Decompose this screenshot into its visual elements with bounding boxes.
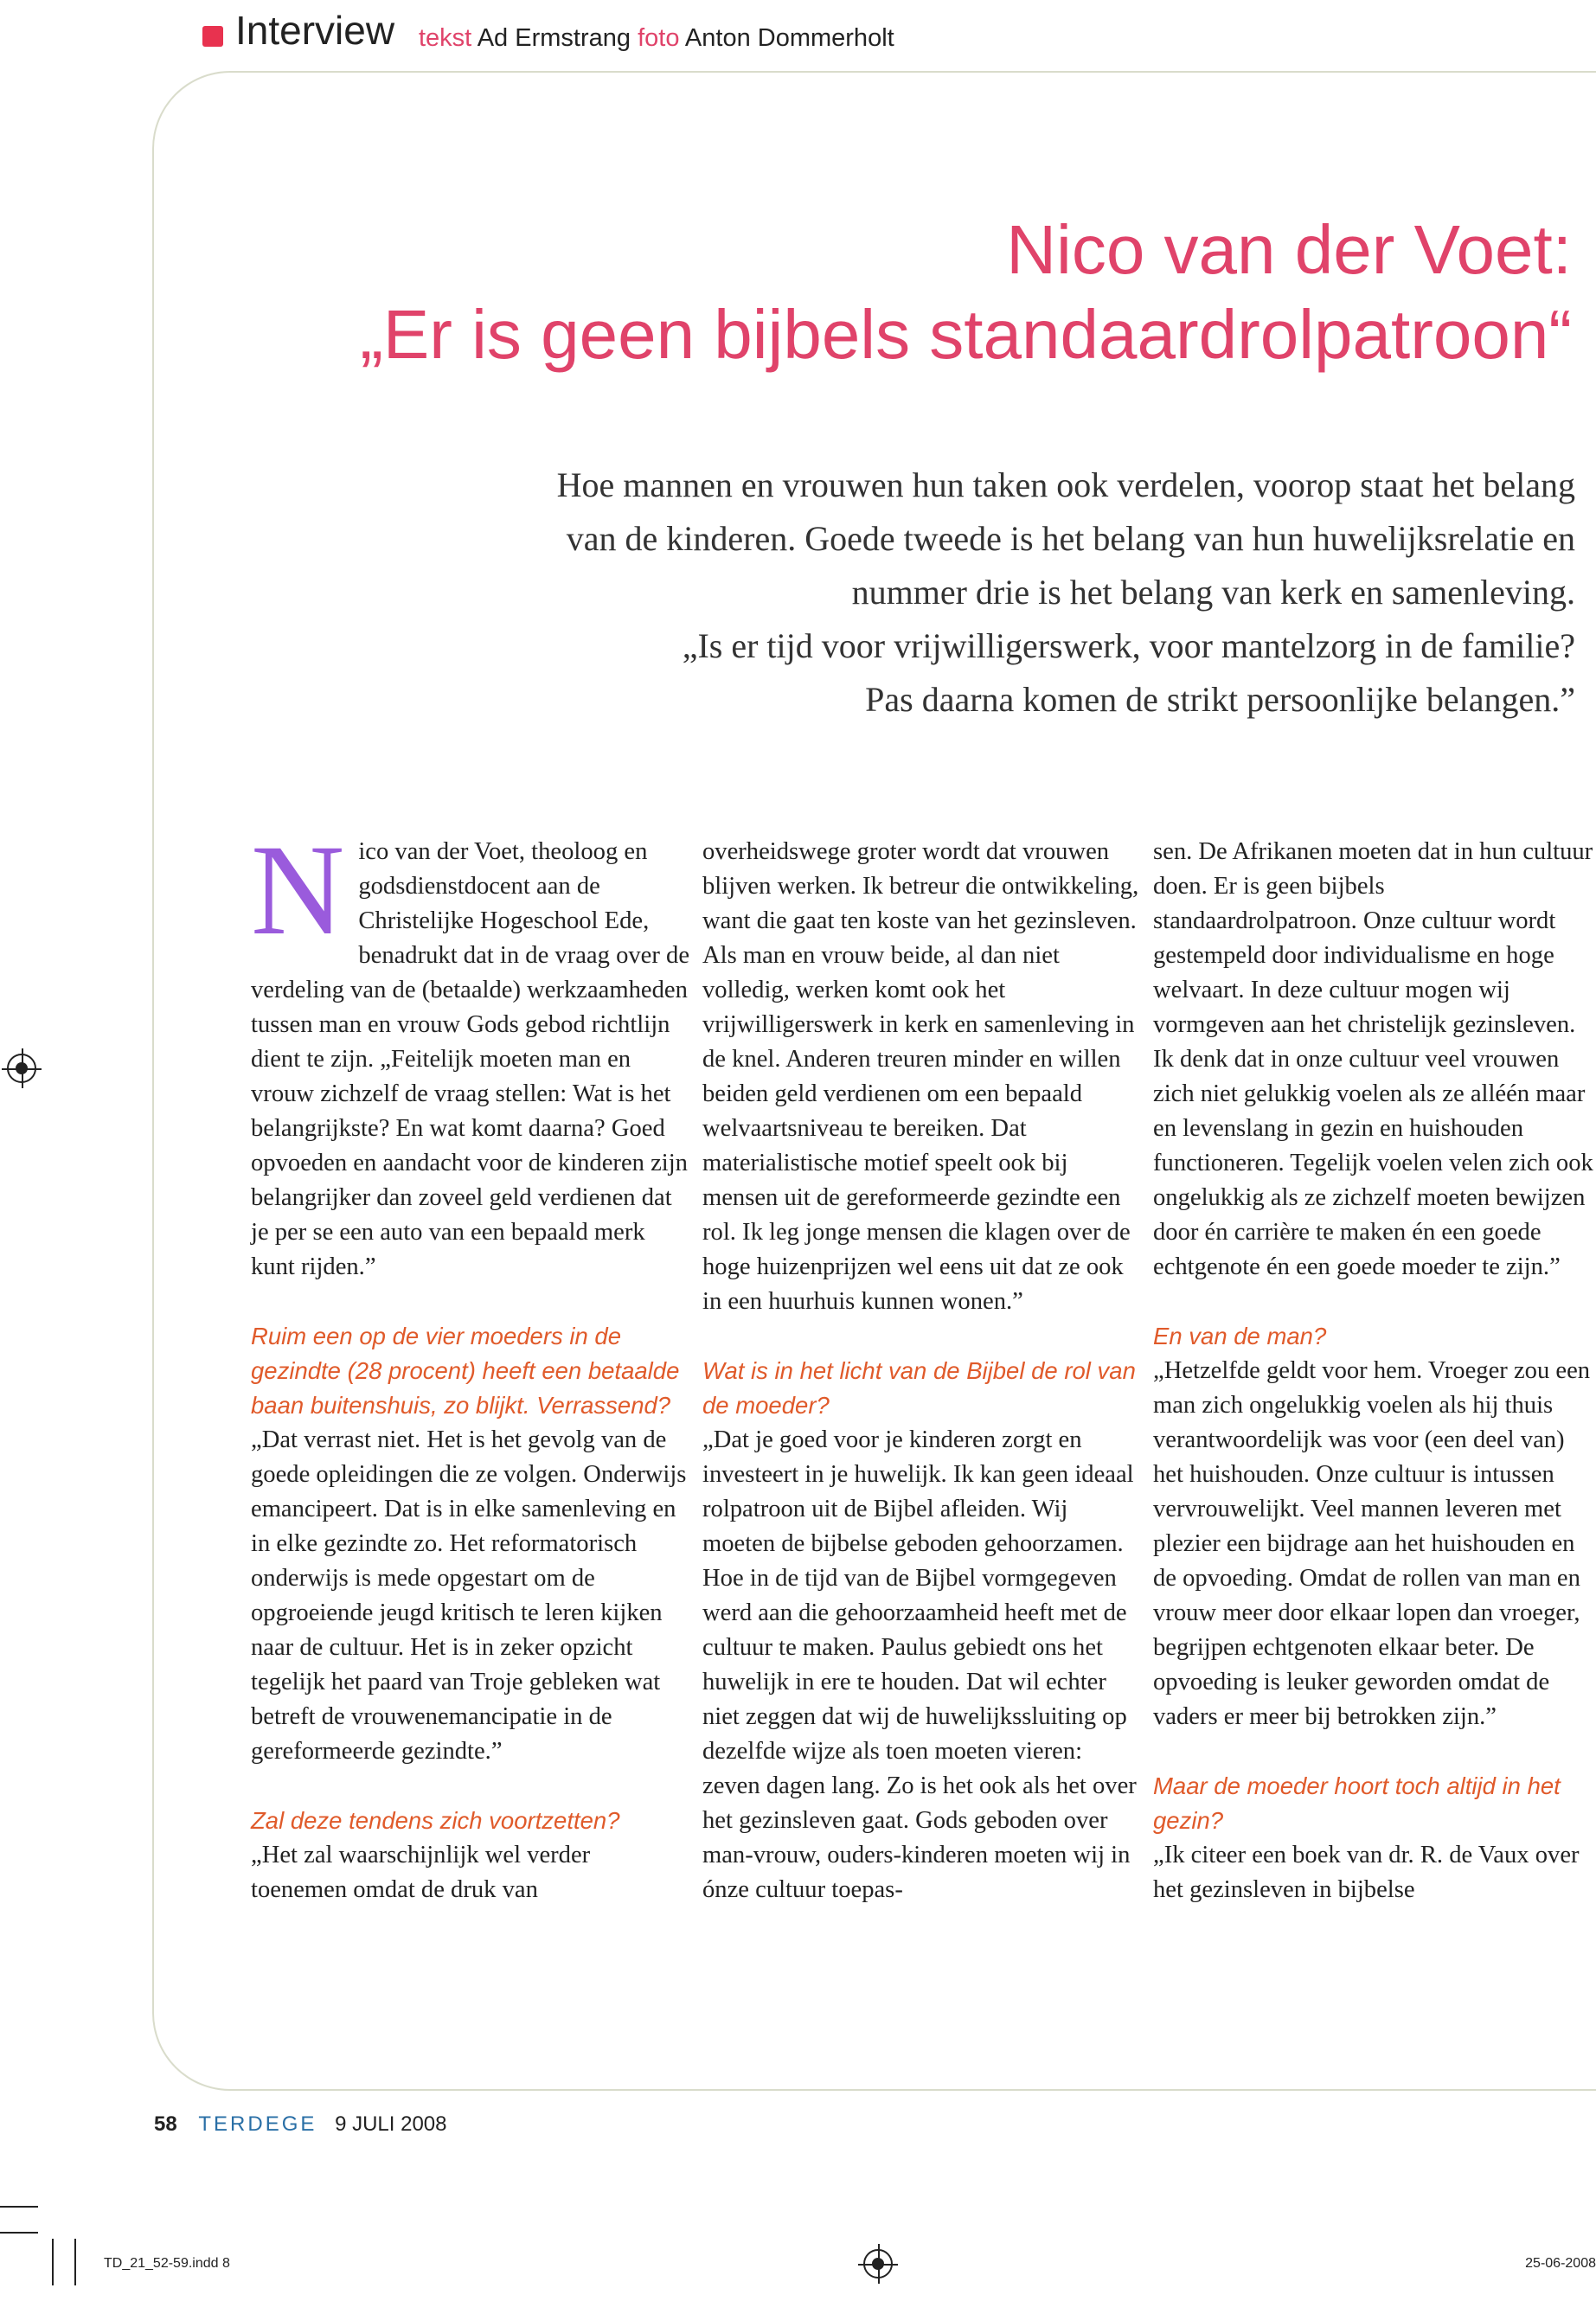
body-paragraph: „Hetzelfde geldt voor hem. Vroeger zou een man zich ongelukkig voelen als hij thuis verantwoordelijk was voor (een deel van) het huishouden. Onze cultuur is intussen vervrouwelijkt. Veel mannen leveren met plezier een bijdrage aan het huishouden en de opvoeding. Omdat de rollen van man en vrouw meer door elkaar lopen dan vroeger, begrijpen echtgenoten elkaar beter. De opvoeding is leuker geworden omdat de vaders er meer bij betrokken zijn.”: [1153, 1357, 1591, 1730]
magazine-name: TERDEGE: [198, 2112, 317, 2136]
body-paragraph: overheidswege groter wordt dat vrouwen blijven werken. Ik betreur die ontwikkeling, want die gaat ten koste van het gezinsleven. Als man en vrouw beide, al dan niet volledig, werken komt ook het vrijwilligerswerk in kerk en samenleving in de knel. Anderen treuren minder en willen beiden geld verdienen om een bepaald welvaartsniveau te bereiken. Dat materialistische motief speelt ook bij mensen uit de gereformeerde gezindte een rol. Ik leg jonge mensen die klagen over de hoge huizenprijzen wel eens uit dat ze ook in een huurhuis kunnen wonen.”: [702, 838, 1139, 1315]
intro-line: Pas daarna komen de strikt persoonlijke belangen.”: [865, 680, 1575, 719]
byline: [419, 24, 894, 53]
body-paragraph: „Het zal waarschijnlijk wel verder toenemen omdat de druk van: [251, 1842, 591, 1903]
interview-question: Maar de moeder hoort toch altijd in het gezin?: [1153, 1772, 1561, 1834]
body-paragraph: ico van der Voet, theoloog en godsdienstdocent aan de Christelijke Hogeschool Ede, benadrukt dat in de vraag over de verdeling van de (betaalde) werkzaamheden tussen man en vrouw Gods gebod richtlijn dient te zijn. „Feitelijk moeten man en vrouw zichzelf de vraag stellen: Wat is het belangrijkste? En wat komt daarna? Goed opvoeden en aandacht voor de kinderen zijn belangrijker dan zoveel geld verdienen dat je per se een auto van een bepaald merk kunt rijden.”: [251, 838, 690, 1280]
slug-date: 25-06-2008: [1525, 2256, 1596, 2271]
registration-mark-icon: [7, 1054, 36, 1083]
intro-line: nummer drie is het belang van kerk en samenleving.: [851, 573, 1575, 612]
byline-text-label: tekst: [419, 24, 472, 52]
byline-photo-author: Anton Dommerholt: [684, 24, 894, 52]
crop-mark: [0, 2232, 38, 2234]
interview-question: Zal deze tendens zich voortzetten?: [251, 1807, 620, 1834]
body-paragraph: „Dat je goed voor je kinderen zorgt en investeert in je huwelijk. Ik kan geen ideaal rolpatroon uit de Bijbel afleiden. Wij moeten de bijbelse geboden gehoorzamen. Hoe in de tijd van de Bijbel vormgegeven werd aan die gehoorzaamheid heeft met de cultuur te maken. Paulus gebiedt ons het huwelijk in ere te houden. Dat wil echter niet zeggen dat wij de huwelijkssluiting op dezelfde wijze als toen moeten vieren: zeven dagen lang. Zo is het ook als het over het gezinsleven gaat. Gods geboden over man-vrouw, ouders-kinderen moeten wij in ónze cultuur toepas-: [702, 1426, 1137, 1903]
byline-photo-label: foto: [638, 24, 680, 52]
interview-question: Wat is in het licht van de Bijbel de rol van de moeder?: [702, 1357, 1136, 1419]
slug-filename: TD_21_52-59.indd 8: [104, 2256, 230, 2271]
page-number: 58: [154, 2112, 177, 2136]
article-column-3: [1153, 835, 1594, 1907]
interview-question: En van de man?: [1153, 1323, 1327, 1349]
article-column-1: [251, 818, 692, 1907]
interview-question: Ruim een op de vier moeders in de gezindte (28 procent) heeft een betaalde baan buitenshuis, zo blijkt. Verrassend?: [251, 1323, 680, 1419]
drop-cap: N: [251, 818, 345, 962]
intro-line: „Is er tijd voor vrijwilligerswerk, voor mantelzorg in de familie?: [682, 626, 1575, 665]
crop-mark: [0, 2206, 38, 2208]
article-column-2: [702, 835, 1144, 1907]
title-line-1: Nico van der Voet:: [1006, 211, 1572, 288]
intro-line: van de kinderen. Goede tweede is het belang van hun huwelijksrelatie en: [566, 519, 1575, 558]
crop-mark: [52, 2239, 54, 2285]
page-footer: [154, 2112, 446, 2137]
article-intro: [364, 458, 1575, 727]
article-title: [274, 208, 1572, 377]
byline-text-author: Ad Ermstrang: [477, 24, 631, 52]
intro-line: Hoe mannen en vrouwen hun taken ook verdelen, voorop staat het belang: [556, 465, 1575, 504]
title-line-2: „Er is geen bijbels standaardrolpatroon“: [360, 296, 1572, 373]
body-paragraph: „Dat verrast niet. Het is het gevolg van de goede opleidingen die ze volgen. Onderwijs emancipeert. Dat is in elke samenleving en in elke gezindte zo. Het reformatorisch onderwijs is mede opgestart om de opgroeiende jeugd kritisch te leren kijken naar de cultuur. Het is in zeker opzicht tegelijk het paard van Troje gebleken wat betreft de vrouwenemancipatie in de gereformeerde gezindte.”: [251, 1426, 687, 1765]
section-label: Interview: [235, 8, 395, 53]
body-paragraph: sen. De Afrikanen moeten dat in hun cultuur doen. Er is geen bijbels standaardrolpatroon. Onze cultuur wordt gestempeld door individualisme en hoge welvaart. In deze cultuur mogen wij vormgeven aan het christelijk gezinsleven. Ik denk dat in onze cultuur veel vrouwen zich niet gelukkig voelen als ze alléén maar en levenslang in gezin en huishouden functioneren. Tegelijk voelen velen zich ook ongelukkig als ze zichzelf moeten bewijzen door én carrière te maken én een goede echtgenote én een goede moeder te zijn.”: [1153, 838, 1593, 1280]
registration-mark-icon: [863, 2249, 893, 2279]
issue-date: 9 JULI 2008: [335, 2112, 447, 2136]
section-marker: [202, 26, 223, 47]
body-paragraph: „Ik citeer een boek van dr. R. de Vaux over het gezinsleven in bijbelse: [1153, 1842, 1580, 1903]
crop-mark: [74, 2239, 76, 2285]
